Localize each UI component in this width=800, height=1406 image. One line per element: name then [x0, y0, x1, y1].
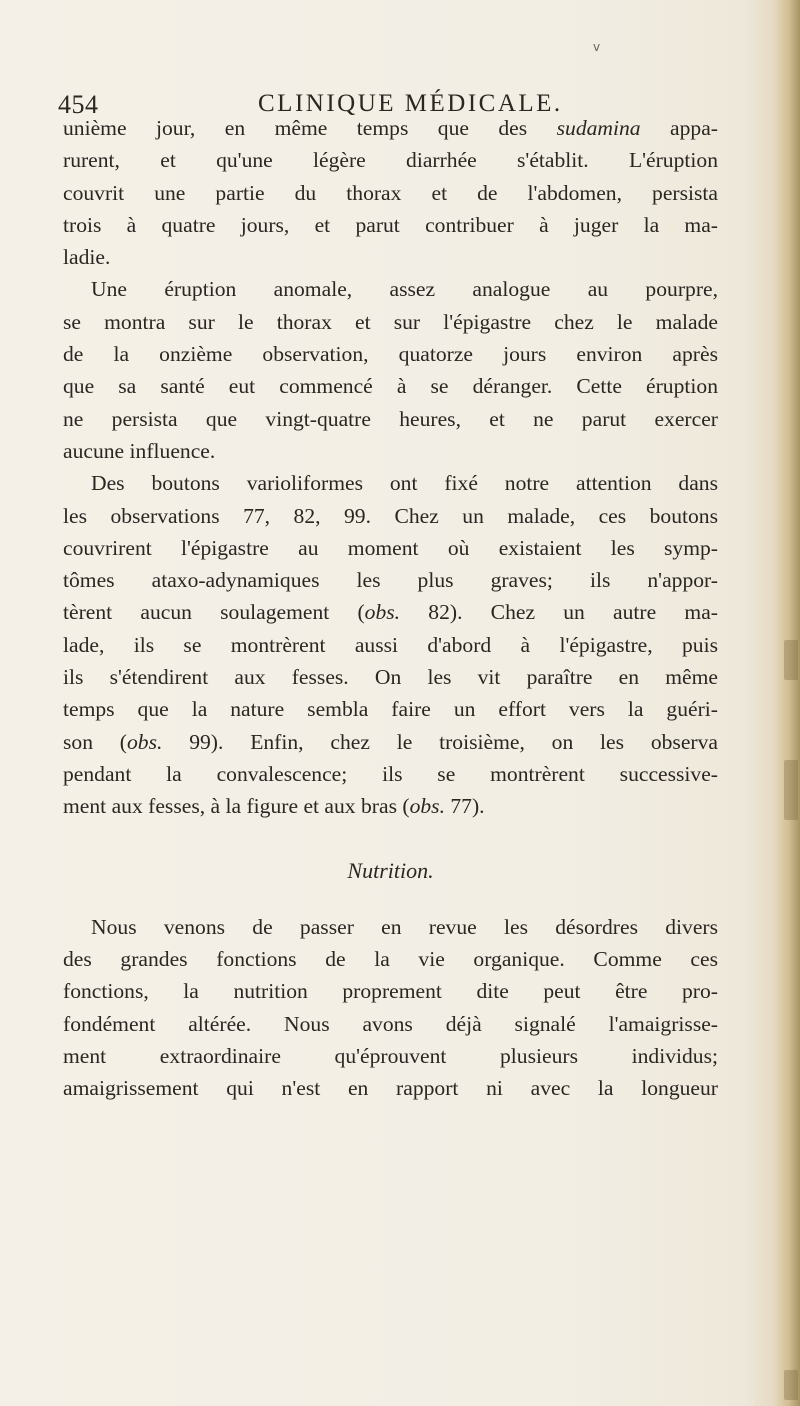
text-line: ment extraordinaire qu'éprouvent plusieurs individus;: [63, 1044, 718, 1069]
text-line: se montra sur le thorax et sur l'épigastre chez le malade: [63, 309, 718, 334]
text-line: que sa santé eut commencé à se déranger. Cette éruption: [63, 374, 718, 399]
text-line: des grandes fonctions de la vie organique. Comme ces: [63, 947, 718, 972]
edge-stain: [784, 1370, 798, 1400]
italic-term: sudamina: [556, 116, 641, 140]
italic-abbrev: obs.: [127, 729, 163, 754]
text-line: Des boutons varioliformes ont fixé notre attention dans: [91, 471, 718, 496]
text-line: ne persista que vingt-quatre heures, et ne parut exercer: [63, 406, 718, 431]
text-line: son (obs. 99). Enfin, chez le troisième, on les observa: [63, 729, 718, 754]
text-line: Nous venons de passer en revue les désordres divers: [91, 914, 718, 939]
text-line: les observations 77, 82, 99. Chez un malade, ces boutons: [63, 503, 718, 528]
text-line: ils s'étendirent aux fesses. On les vit paraître en même: [63, 665, 718, 690]
text-line: tômes ataxo-adynamiques les plus graves; ils n'appor-: [63, 568, 718, 593]
text-line: fondément altérée. Nous avons déjà signalé l'amaigrisse-: [63, 1011, 718, 1036]
text-line: pendant la convalescence; ils se montrèrent successive-: [63, 761, 718, 786]
paragraph: [63, 273, 718, 467]
text-line: temps que la nature sembla faire un effort vers la guéri-: [63, 697, 718, 722]
text-line: fonctions, la nutrition proprement dite peut être pro-: [63, 979, 718, 1004]
body-text: [63, 112, 718, 1105]
paragraph: [63, 467, 718, 822]
text-line: ment aux fesses, à la figure et aux bras (obs. 77).: [63, 794, 485, 819]
text-line: de la onzième observation, quatorze jours environ après: [63, 342, 718, 367]
text-line: unième jour, en même temps que des sudamina appa-: [63, 116, 718, 140]
text-line: tèrent aucun soulagement (obs. 82). Chez un autre ma-: [63, 600, 718, 625]
text-line: Une éruption anomale, assez analogue au pourpre,: [91, 277, 718, 302]
running-title: CLINIQUE MÉDICALE.: [258, 90, 563, 117]
text-line: lade, ils se montrèrent aussi d'abord à l'épigastre, puis: [63, 632, 718, 657]
text-line: amaigrissement qui n'est en rapport ni avec la longueur: [63, 1076, 718, 1101]
italic-abbrev: obs.: [364, 600, 401, 625]
text-line: aucune influence.: [63, 438, 216, 463]
text-line: ladie.: [63, 245, 111, 270]
italic-abbrev: obs.: [409, 794, 445, 819]
paragraph: [63, 911, 718, 1105]
page-edge-shadow: [774, 0, 800, 1406]
edge-stain: [784, 760, 798, 820]
text-line: couvrit une partie du thorax et de l'abdomen, persista: [63, 180, 718, 205]
section-heading: Nutrition.: [347, 857, 434, 883]
text-line: trois à quatre jours, et parut contribuer à juger la ma-: [63, 212, 718, 237]
text-line: couvrirent l'épigastre au moment où existaient les symp-: [63, 535, 718, 560]
paragraph: [63, 112, 718, 273]
stray-mark: v: [593, 40, 601, 54]
edge-stain: [784, 640, 798, 680]
page-number: 454: [58, 90, 99, 119]
text-line: rurent, et qu'une légère diarrhée s'établit. L'éruption: [63, 148, 718, 173]
